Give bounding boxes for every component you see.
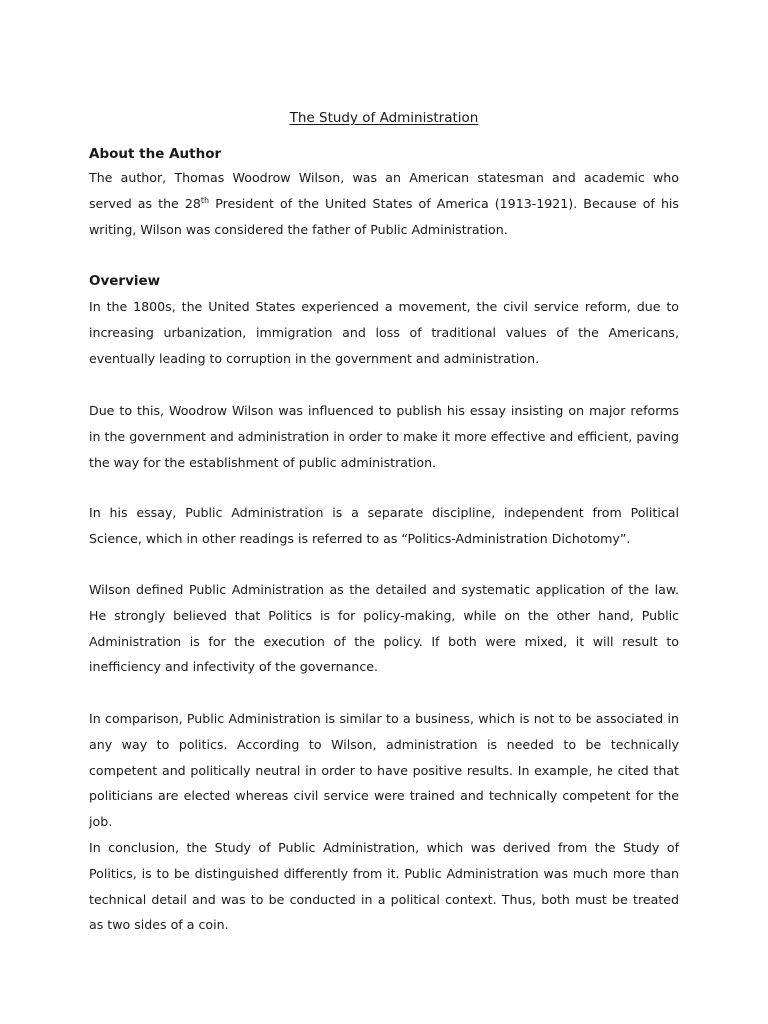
about-author-paragraph [89, 165, 679, 242]
about-author-text-part-1: The author, Thomas Woodrow Wilson, was an American statesman and academic who served as the 28 [89, 170, 679, 211]
overview-paragraph-3: In his essay, Public Administration is a separate discipline, independent from Political Science, which in other readings is referred to as “Politics-Administration Dichotomy”. [89, 505, 679, 546]
overview-paragraph-5: In comparison, Public Administration is similar to a business, which is not to be associated in any way to politics. According to Wilson, administration is needed to be technically competent and politically neutral in order to have positive results. In example, he cited that politicians are elected whereas civil service were trained and technically competent for the job. [89, 711, 679, 830]
ordinal-suffix: th [200, 195, 210, 205]
overview-paragraph-4: Wilson defined Public Administration as the detailed and systematic application of the law. He strongly believed that Politics is for policy-making, while on the other hand, Public Administration is for the execution of the policy. If both were mixed, it will result to inefficiency and infectivity of the governance. [89, 582, 679, 675]
overview-paragraph-1: In the 1800s, the United States experienced a movement, the civil service reform, due to increasing urbanization, immigration and loss of traditional values of the Americans, eventually leading to corruption in the government and administration. [89, 299, 679, 366]
document-title: The Study of Administration [289, 110, 479, 126]
overview-heading: Overview [89, 273, 161, 289]
overview-paragraph-6: In conclusion, the Study of Public Administration, which was derived from the Study of Politics, is to be distinguished differently from it. Public Administration was much more than technical detail and was to be conducted in a political context. Thus, both must be treated as two sides of a coin. [89, 840, 679, 933]
about-author-heading: About the Author [89, 146, 222, 162]
overview-paragraph-2: Due to this, Woodrow Wilson was influenced to publish his essay insisting on major reforms in the government and administration in order to make it more effective and efficient, paving the way for the establishment of public administration. [89, 403, 679, 470]
about-author-text-part-2: President of the United States of America (1913-1921). Because of his writing, Wilson was considered the father of Public Administration. [89, 195, 679, 237]
